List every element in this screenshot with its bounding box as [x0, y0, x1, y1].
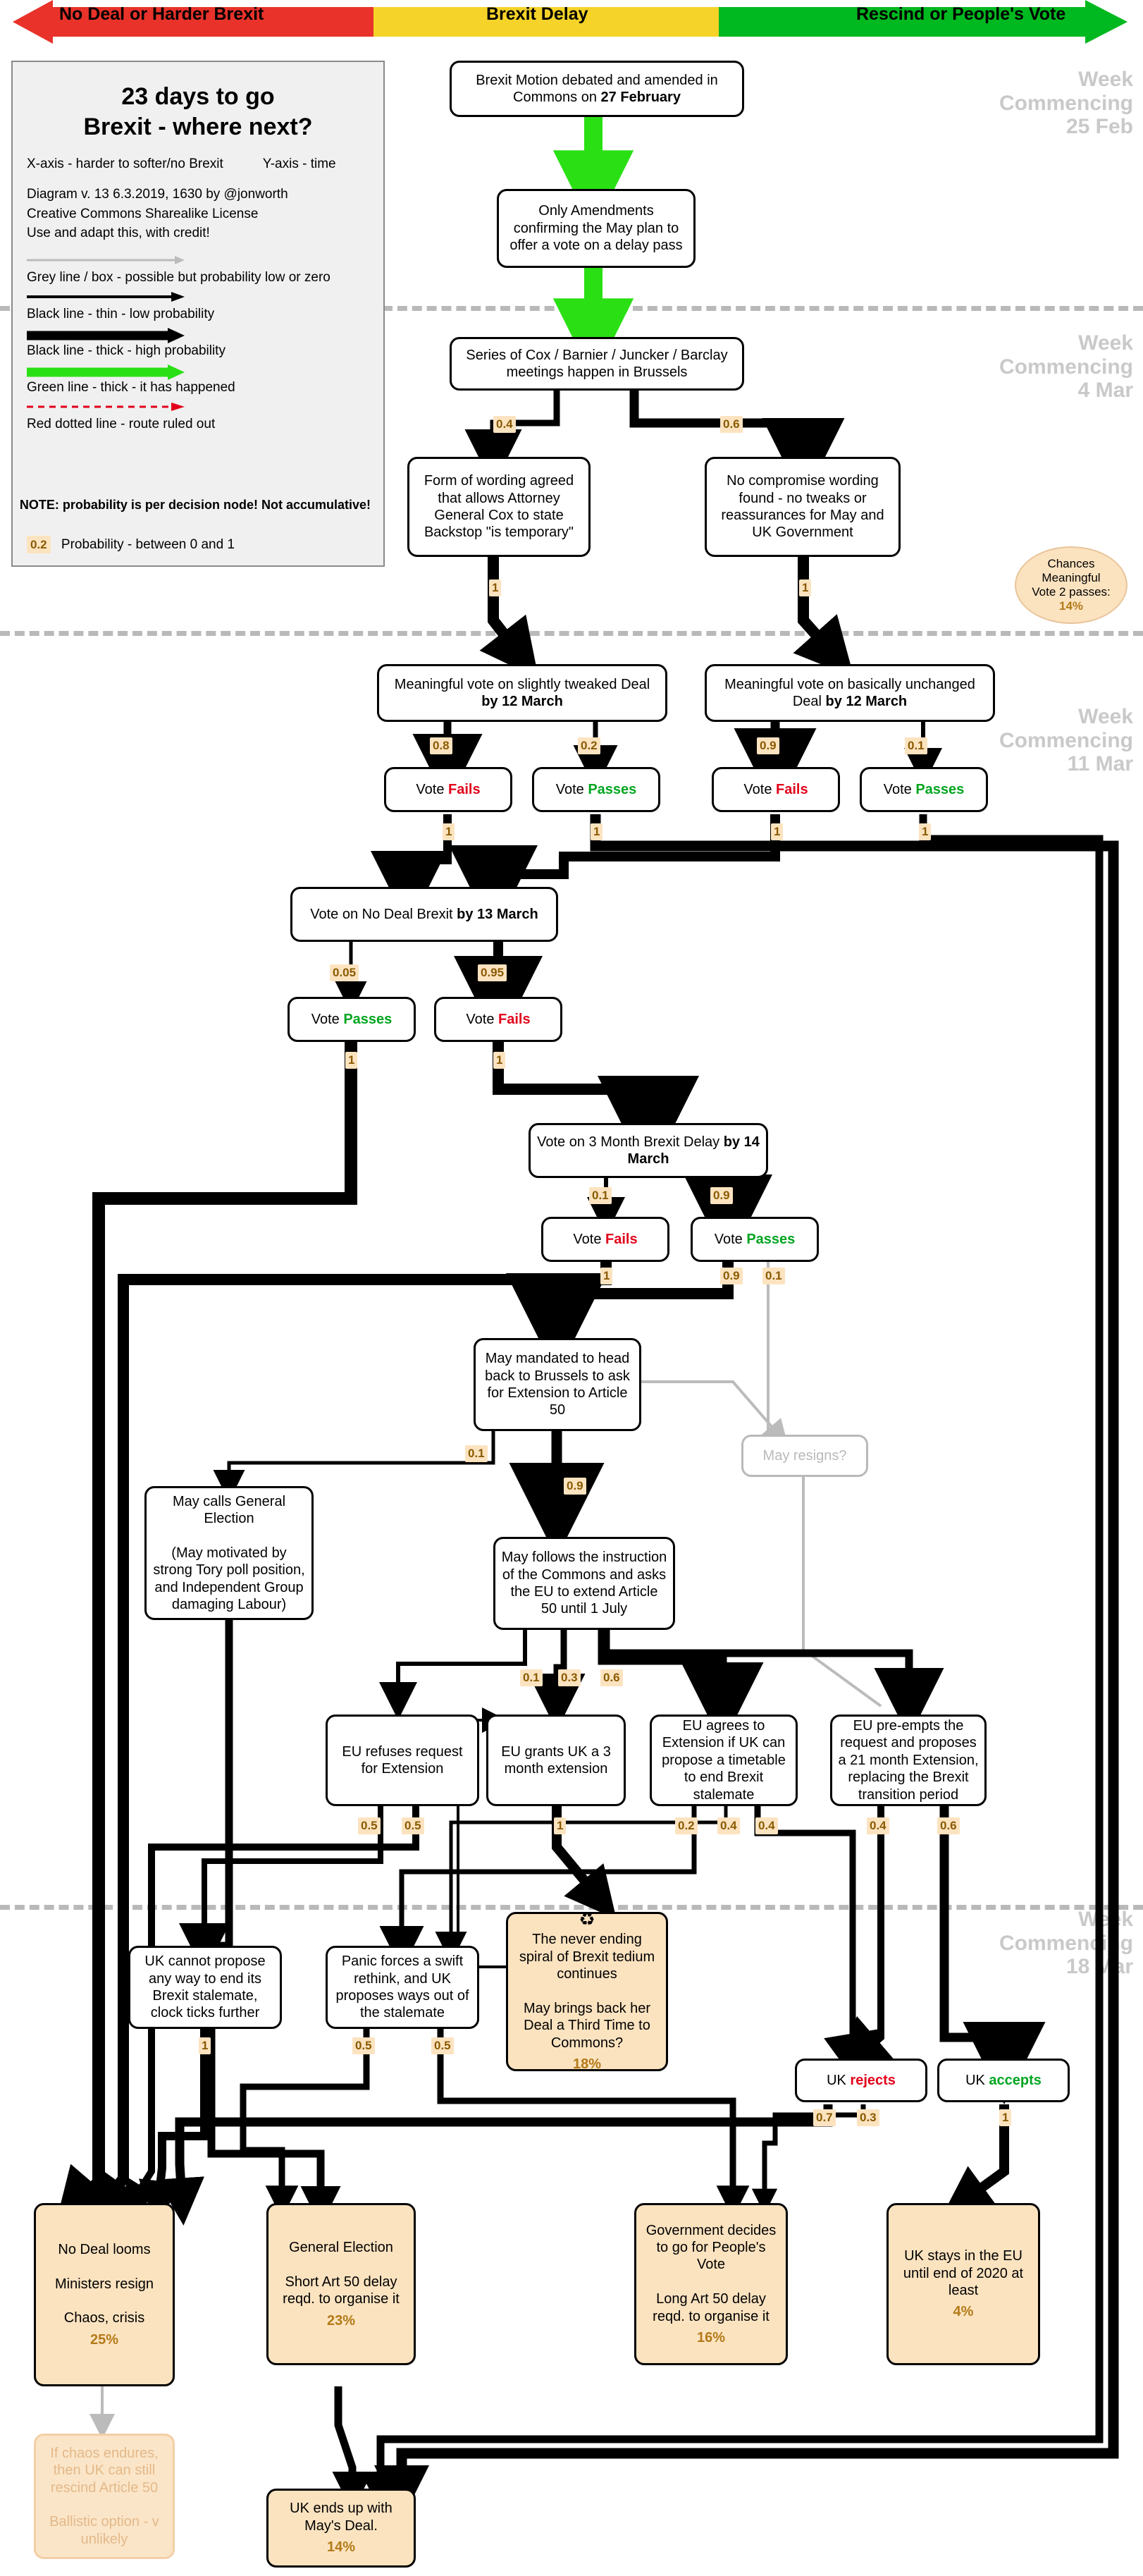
prob-follows-to-agrees: 0.6 [600, 1669, 623, 1686]
node-mv-unchanged [705, 664, 995, 722]
node-may-mandated [474, 1338, 641, 1431]
prob-uk-rejects-07: 0.7 [813, 2109, 836, 2126]
prob-cox-to-wording: 0.4 [493, 416, 516, 433]
chances-callout: Chances Meaningful Vote 2 passes: 14% [1015, 546, 1127, 624]
node-brexit-motion [450, 61, 744, 117]
node-delay-vote [529, 1123, 768, 1178]
node-eu-agrees-timetable [650, 1715, 798, 1806]
prob-preempt-04: 0.4 [867, 1817, 889, 1834]
node-vote-passes-mv1 [532, 767, 660, 812]
node-text: UK stays in the EU until end of 2020 at least [903, 2248, 1024, 2298]
week-label-3: Week Commencing 11 Mar [999, 705, 1133, 776]
prob-mv1-fails: 0.8 [430, 737, 452, 754]
prob-mv2-fails: 0.9 [757, 737, 779, 754]
spectrum-middle-label: Brexit Delay [486, 4, 588, 24]
prob-wording-to-mv1: 1 [489, 579, 501, 596]
prob-grants-out: 1 [554, 1817, 566, 1834]
node-text: May calls General Election (May motivated by strong Tory poll position, and Independent Group damaging Labour) [153, 1493, 305, 1612]
prob-preempt-06: 0.6 [937, 1817, 960, 1834]
node-peoples-vote-outcome [634, 2203, 788, 2365]
prob-refuses-right: 0.5 [402, 1817, 424, 1834]
node-text: UK accepts [965, 2072, 1042, 2088]
legend-prob-text: Probability - between 0 and 1 [61, 537, 235, 552]
node-wording-agreed [407, 457, 591, 557]
node-mays-deal-outcome [266, 2489, 416, 2568]
prob-mandated-to-ge: 0.1 [465, 1445, 488, 1462]
chances-value: 14% [1058, 599, 1084, 613]
node-eu-grants-3m [486, 1715, 626, 1806]
node-no-deal-fails [434, 997, 562, 1042]
node-text: May mandated to head back to Brussels to ask for Extension to Article 50 [485, 1351, 630, 1418]
legend-axis-x: X-axis - harder to softer/no Brexit [27, 157, 223, 171]
node-vote-passes-mv2 [860, 767, 988, 812]
prob-refuses-left: 0.5 [358, 1817, 381, 1834]
node-uk-accepts [937, 2059, 1070, 2102]
prob-nodeal-passes: 0.05 [330, 964, 359, 981]
week-label-4: Week Commencing 18 Mar [999, 1908, 1133, 1979]
prob-mv2-fails-out: 1 [771, 823, 783, 840]
legend-version: Diagram v. 13 6.3.2019, 1630 by @jonworth [27, 187, 288, 202]
node-text: Vote on No Deal Brexit by 13 March [310, 906, 538, 922]
node-mv-tweaked [377, 664, 667, 722]
prob-delay-fails: 0.1 [589, 1187, 612, 1204]
node-percent: 14% [326, 2539, 356, 2556]
node-text: Vote Fails [573, 1231, 638, 1247]
node-general-election-outcome [266, 2203, 416, 2365]
node-text: No compromise wording found - no tweaks or reassurances for May and UK Government [721, 473, 884, 541]
legend-title-1: 23 days to go [121, 83, 275, 110]
node-text: Vote Passes [311, 1011, 393, 1027]
node-text: Vote Fails [743, 781, 808, 797]
node-text: Meaningful vote on basically unchanged Deal by 12 March [724, 676, 975, 709]
prob-nodeal-fails-out: 1 [493, 1052, 505, 1069]
legend-panel [11, 61, 385, 567]
node-text: EU refuses request for Extension [342, 1743, 463, 1777]
node-delay-passes [691, 1217, 819, 1262]
node-text: Government decides to go for People's Vote Long Art 50 delay reqd. to organise it [645, 2222, 777, 2324]
recycle-icon: ♻ [579, 1908, 595, 1930]
node-text: UK ends up with May's Deal. [290, 2501, 393, 2534]
prob-uk-accepts-out: 1 [999, 2109, 1011, 2126]
node-percent: 16% [696, 2329, 726, 2345]
node-text: UK cannot propose any way to end its Brexit stalemate, clock ticks further [144, 1954, 266, 2021]
prob-delay-passes-resign: 0.1 [762, 1268, 785, 1284]
node-text: Vote Fails [416, 781, 481, 797]
prob-agrees-04b: 0.4 [755, 1817, 778, 1834]
node-no-deal-looms [34, 2203, 175, 2386]
node-vote-fails-mv2 [712, 767, 840, 812]
node-vote-fails-mv1 [384, 767, 512, 812]
node-text: Form of wording agreed that allows Attorney General Cox to state Backstop "is temporary" [424, 473, 574, 541]
prob-delay-passes: 0.9 [710, 1187, 733, 1204]
node-may-resigns [741, 1435, 868, 1477]
node-no-deal-passes [288, 997, 416, 1042]
node-text: Vote on 3 Month Brexit Delay by 14 March [537, 1134, 760, 1167]
node-percent: 23% [326, 2312, 356, 2329]
legend-prob-chip: 0.2 [27, 536, 51, 553]
node-text: May follows the instruction of the Commons and asks the EU to extend Article 50 until 1 July [501, 1550, 667, 1617]
prob-delay-fails-out: 1 [600, 1268, 612, 1284]
node-text: Panic forces a swift rethink, and UK proposes ways out of the stalemate [335, 1954, 469, 2021]
prob-agrees-04a: 0.4 [717, 1817, 740, 1834]
node-never-ending-spiral [506, 1908, 668, 2073]
prob-mv1-passes: 0.2 [578, 737, 600, 754]
node-text: General Election Short Art 50 delay reqd. to organise it [283, 2240, 400, 2307]
legend-axis-y: Y-axis - time [262, 157, 336, 171]
legend-key-green: Green line - thick - it has happened [27, 364, 369, 401]
node-text: EU grants UK a 3 month extension [501, 1743, 611, 1777]
node-text: Vote Passes [714, 1231, 796, 1247]
legend-key-grey: Grey line / box - possible but probability low or zero [27, 254, 369, 291]
node-uk-rejects [795, 2059, 927, 2102]
node-no-compromise [705, 457, 901, 557]
node-text: The never ending spiral of Brexit tedium continues May brings back her Deal a Third Time to Commons? [519, 1932, 655, 2051]
prob-mv2-passes-out: 1 [919, 823, 931, 840]
node-no-deal-vote [290, 887, 558, 942]
node-text: Vote Passes [883, 781, 965, 797]
prob-nodeal-fails: 0.95 [478, 964, 507, 981]
node-percent: 25% [89, 2331, 119, 2348]
prob-mv1-fails-out: 1 [443, 823, 455, 840]
prob-mv2-passes: 0.1 [905, 737, 927, 754]
node-percent: 4% [953, 2304, 974, 2320]
legend-note: NOTE: probability is per decision node! Not accumulative! [19, 497, 371, 512]
node-may-follows-commons [493, 1537, 675, 1630]
node-panic-rethink [326, 1946, 479, 2029]
spectrum-left-label: No Deal or Harder Brexit [59, 4, 264, 24]
node-text: May resigns? [762, 1447, 847, 1464]
prob-nodeal-passes-out: 1 [345, 1052, 357, 1069]
node-text: EU agrees to Extension if UK can propose a timetable to end Brexit stalemate [662, 1718, 786, 1803]
week-label-2: Week Commencing 4 Mar [999, 331, 1133, 403]
prob-cox-to-nocompromise: 0.6 [720, 416, 743, 433]
node-cox-meetings [450, 337, 744, 391]
prob-follows-to-grants: 0.3 [558, 1669, 581, 1686]
prob-cannot-propose-out: 1 [199, 2037, 211, 2054]
node-text: Vote Passes [555, 781, 637, 797]
node-text: Brexit Motion debated and amended in Commons on 27 February [476, 72, 718, 105]
node-uk-stays-in-eu [886, 2203, 1040, 2365]
week-label-1: Week Commencing 25 Feb [999, 68, 1133, 139]
legend-title-2: Brexit - where next? [83, 114, 313, 140]
legend-prob-row [27, 537, 235, 553]
prob-panic-right: 0.5 [431, 2037, 454, 2054]
node-may-calls-general-election [144, 1486, 314, 1620]
spectrum-right-label: Rescind or People's Vote [856, 4, 1066, 24]
prob-delay-passes-out: 0.9 [720, 1268, 743, 1284]
legend-usage: Use and adapt this, with credit! [27, 226, 210, 241]
node-eu-refuses [326, 1715, 479, 1806]
prob-panic-left: 0.5 [352, 2037, 375, 2054]
prob-follows-to-refuses: 0.1 [520, 1669, 543, 1686]
node-rescind-article-50 [34, 2434, 175, 2559]
prob-uk-rejects-03: 0.3 [857, 2109, 879, 2126]
node-only-amendments [497, 189, 696, 268]
legend-key-thin-black: Black line - thin - low probability [27, 291, 369, 328]
node-text: EU pre-empts the request and proposes a 21 month Extension, replacing the Brexit transition period [838, 1718, 979, 1803]
node-text: UK rejects [827, 2072, 896, 2088]
node-percent: 18% [572, 2056, 602, 2073]
node-text: Only Amendments confirming the May plan to offer a vote on a delay pass [509, 203, 683, 254]
node-uk-cannot-propose [128, 1946, 282, 2029]
prob-nocompromise-to-mv2: 1 [799, 579, 811, 596]
legend-license: Creative Commons Sharealike License [27, 206, 259, 221]
node-text: No Deal looms Ministers resign Chaos, crisis [54, 2241, 154, 2326]
node-eu-preempts [830, 1715, 987, 1806]
prob-mv1-passes-out: 1 [591, 823, 603, 840]
prob-mandated-to-follows: 0.9 [564, 1478, 586, 1495]
node-text: Series of Cox / Barnier / Juncker / Barclay meetings happen in Brussels [466, 347, 728, 380]
legend-key-red-dotted: Red dotted line - route ruled out [27, 401, 369, 438]
node-text: Vote Fails [466, 1011, 531, 1027]
node-delay-fails [541, 1217, 669, 1262]
prob-agrees-02: 0.2 [675, 1817, 698, 1834]
node-text: If chaos endures, then UK can still rescind Article 50 Ballistic option - v unlikely [49, 2445, 159, 2547]
node-text: Meaningful vote on slightly tweaked Deal by 12 March [394, 676, 650, 709]
legend-key-thick-black: Black line - thick - high probability [27, 328, 369, 364]
